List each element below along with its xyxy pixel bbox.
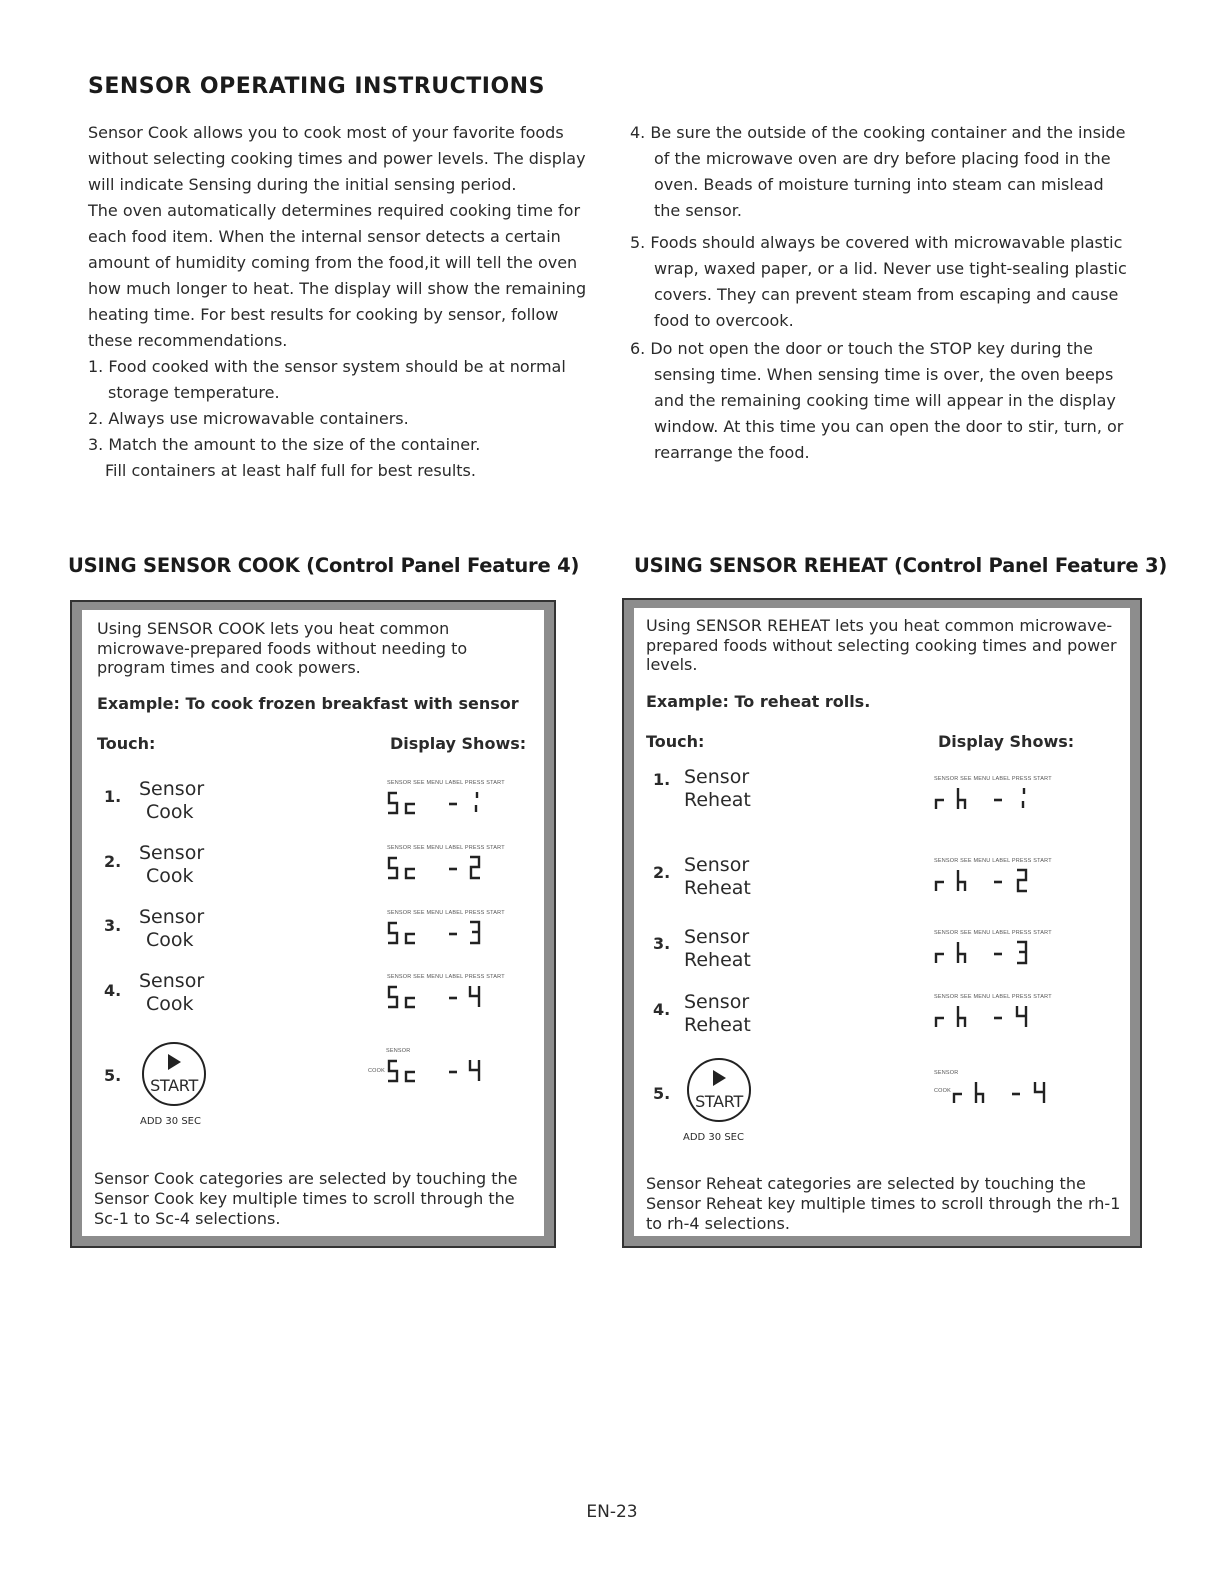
sensor-cook-example: Example: To cook frozen breakfast with sensor [97, 694, 519, 713]
add-30-sec-label: ADD 30 SEC [683, 1132, 744, 1143]
start-button[interactable] [142, 1042, 206, 1106]
step-number: 4. [104, 981, 122, 1000]
lcd-display-rh-2 [934, 858, 1084, 906]
recommendation-6: 6. Do not open the door or touch the STOP key during the sensing time. When sensing time is over, the oven beeps and the remaining cooking time will appear in the display window. At this time you can open the door to stir, turn, or rearrange the food. [630, 339, 1124, 462]
lcd-digits [387, 1056, 537, 1096]
lcd-digits [387, 918, 537, 958]
sensor-indicator: SENSOR [386, 1048, 411, 1054]
display-shows-header: Display Shows: [390, 734, 527, 753]
step-number: 1. [653, 770, 671, 789]
recommendation-1: 1. Food cooked with the sensor system should be at normal storage temperature. [88, 357, 566, 402]
step-number: 4. [653, 1000, 671, 1019]
touch-header: Touch: [97, 734, 156, 753]
step-number: 2. [104, 852, 122, 871]
sensor-reheat-key[interactable] [684, 926, 751, 972]
display-shows-header: Display Shows: [938, 732, 1075, 751]
display-indicator-row: SENSOR SEE MENU LABEL PRESS START [387, 780, 505, 786]
sensor-cook-key[interactable] [139, 842, 204, 888]
play-icon [168, 1054, 181, 1070]
lcd-digits [934, 866, 1084, 906]
sensor-reheat-heading: USING SENSOR REHEAT (Control Panel Feature 3) [634, 554, 1168, 577]
intro-paragraph: Sensor Cook allows you to cook most of your favorite foods without selecting cooking times and power levels. The display will indicate Sensing during the initial sensing period. [88, 123, 586, 194]
step-number: 3. [104, 916, 122, 935]
display-indicator-row: SENSOR SEE MENU LABEL PRESS START [934, 994, 1052, 1000]
display-indicator-row: SENSOR SEE MENU LABEL PRESS START [387, 974, 505, 980]
lcd-display-sc-3 [387, 910, 537, 958]
lcd-display-step5 [934, 1070, 1104, 1118]
lcd-digits [952, 1078, 1102, 1118]
step-number: 5. [653, 1084, 671, 1103]
sensor-reheat-intro: Using SENSOR REHEAT lets you heat common microwave-prepared foods without selecting cooking times and power levels. [646, 616, 1117, 674]
step-number: 2. [653, 863, 671, 882]
display-indicator-row: SENSOR SEE MENU LABEL PRESS START [934, 930, 1052, 936]
display-indicator-row: SENSOR SEE MENU LABEL PRESS START [934, 776, 1052, 782]
step-number: 3. [653, 934, 671, 953]
key-label: Sensor [684, 854, 750, 876]
recommendation-4: 4. Be sure the outside of the cooking container and the inside of the microwave oven are dry before placing food in the oven. Beads of moisture turning into steam can mislead the sensor. [630, 123, 1126, 220]
key-label: Cook [146, 993, 194, 1015]
key-label: Sensor [684, 991, 750, 1013]
key-label: Sensor [139, 842, 205, 864]
lcd-display-sc-2 [387, 845, 537, 893]
sensor-reheat-key[interactable] [684, 766, 751, 812]
sensor-description-paragraph: The oven automatically determines required cooking time for each food item. When the internal sensor detects a certain amount of humidity coming from the food,it will tell the oven how much longer to heat. The display will show the remaining heating time. For best results for cooking by sensor, follow these recommendations. [88, 201, 587, 350]
touch-header: Touch: [646, 732, 705, 751]
lcd-display-rh-3 [934, 930, 1084, 978]
sensor-reheat-example: Example: To reheat rolls. [646, 692, 871, 711]
start-label: START [695, 1092, 743, 1111]
instructions-left-column [88, 120, 588, 484]
lcd-digits [934, 1002, 1084, 1042]
lcd-digits [387, 853, 537, 893]
recommendation-2: 2. Always use microwavable containers. [88, 409, 409, 428]
step-number: 1. [104, 787, 122, 806]
display-indicator-row: SENSOR SEE MENU LABEL PRESS START [387, 845, 505, 851]
cook-indicator: COOK [368, 1068, 385, 1074]
key-label: Reheat [684, 949, 751, 971]
sensor-cook-key[interactable] [139, 906, 204, 952]
lcd-display-rh-4 [934, 994, 1084, 1042]
start-button[interactable] [687, 1058, 751, 1122]
sensor-cook-heading: USING SENSOR COOK (Control Panel Feature 4) [68, 554, 580, 577]
sensor-reheat-key[interactable] [684, 854, 751, 900]
lcd-display-sc-1 [387, 780, 537, 828]
key-label: Cook [146, 801, 194, 823]
lcd-display-sc-4 [387, 974, 537, 1022]
sensor-cook-intro: Using SENSOR COOK lets you heat common microwave-prepared foods without needing to program times and cook powers. [97, 619, 468, 677]
sensor-reheat-key[interactable] [684, 991, 751, 1037]
key-label: Sensor [684, 926, 750, 948]
start-label: START [150, 1076, 198, 1095]
step-number: 5. [104, 1066, 122, 1085]
sensor-cook-key[interactable] [139, 778, 204, 824]
recommendation-3: 3. Match the amount to the size of the container. [88, 435, 481, 454]
key-label: Sensor [139, 970, 205, 992]
sensor-indicator: SENSOR [934, 1070, 959, 1076]
page-title: SENSOR OPERATING INSTRUCTIONS [88, 74, 545, 99]
sensor-cook-key[interactable] [139, 970, 204, 1016]
key-label: Reheat [684, 1014, 751, 1036]
sensor-reheat-footer: Sensor Reheat categories are selected by touching the Sensor Reheat key multiple times to scroll through the rh-1 to rh-4 selections. [646, 1174, 1121, 1233]
key-label: Sensor [139, 778, 205, 800]
key-label: Reheat [684, 877, 751, 899]
sensor-cook-panel [70, 600, 556, 1248]
page-number: EN-23 [586, 1502, 638, 1522]
lcd-display-step5 [368, 1048, 538, 1096]
sensor-cook-footer: Sensor Cook categories are selected by touching the Sensor Cook key multiple times to scroll through the Sc-1 to Sc-4 selections. [94, 1169, 518, 1228]
sensor-reheat-panel [622, 598, 1142, 1248]
key-label: Reheat [684, 789, 751, 811]
cook-indicator: COOK [934, 1088, 951, 1094]
display-indicator-row: SENSOR SEE MENU LABEL PRESS START [387, 910, 505, 916]
display-indicator-row: SENSOR SEE MENU LABEL PRESS START [934, 858, 1052, 864]
key-label: Sensor [139, 906, 205, 928]
key-label: Cook [146, 865, 194, 887]
key-label: Sensor [684, 766, 750, 788]
lcd-digits [387, 788, 537, 828]
add-30-sec-label: ADD 30 SEC [140, 1116, 201, 1127]
play-icon [713, 1070, 726, 1086]
lcd-digits [387, 982, 537, 1022]
lcd-digits [934, 784, 1084, 824]
lcd-display-rh-1 [934, 776, 1084, 824]
key-label: Cook [146, 929, 194, 951]
recommendation-3-continued: Fill containers at least half full for best results. [105, 461, 476, 480]
lcd-digits [934, 938, 1084, 978]
instructions-right-column [630, 120, 1130, 466]
recommendation-5: 5. Foods should always be covered with microwavable plastic wrap, waxed paper, or a lid. Never use tight-sealing plastic covers. They can prevent steam from escaping and cause food to overcook. [630, 233, 1127, 330]
